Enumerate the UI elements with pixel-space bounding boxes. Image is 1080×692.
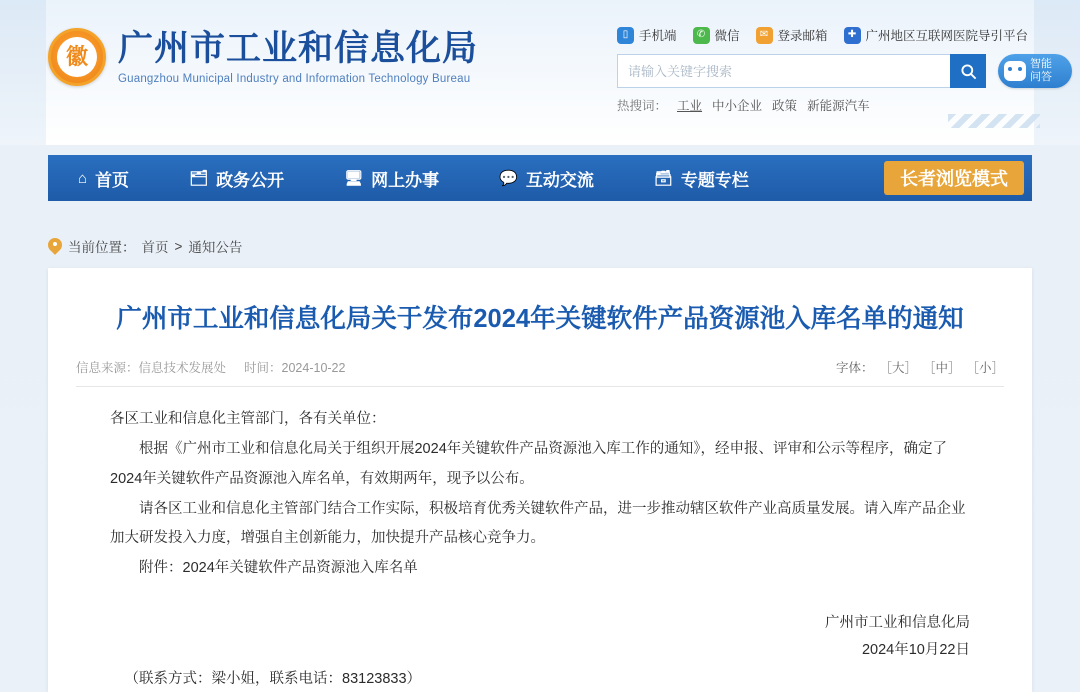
top-link-mobile[interactable] <box>617 26 677 44</box>
search-area <box>617 54 1072 88</box>
logo-text <box>118 29 478 84</box>
top-link-hospital-label: 广州地区互联网医院导引平台 <box>865 29 1029 43</box>
location-pin-icon <box>48 238 62 255</box>
nav-item-online-services-label: 网上办事 <box>371 170 440 190</box>
logo-title-en: Guangzhou Municipal Industry and Information Technology Bureau <box>118 72 471 85</box>
font-size-large[interactable]: ［大］ <box>879 361 917 376</box>
main-nav <box>48 155 1032 201</box>
article-contact: （联系方式：梁小姐，联系电话：83123833） <box>124 670 422 687</box>
elder-mode-button[interactable]: 长者浏览模式 <box>884 161 1024 195</box>
breadcrumb-item-home[interactable]: 首页 <box>141 240 169 255</box>
search-icon <box>959 62 978 81</box>
article-paragraph-3: 请各区工业和信息化主管部门结合工作实际，积极培育优秀关键软件产品，进一步推动辖区软件产业高质量发展。请入库产品企业加大研发投入力度，增强自主创新能力，加快提升产品核心竞争力。 <box>110 500 966 547</box>
breadcrumb-prefix: 当前位置： <box>68 240 136 255</box>
article-meta-left <box>76 358 345 376</box>
article-meta <box>76 358 1004 387</box>
robot-icon <box>1004 61 1026 81</box>
font-size-label: 字体： <box>835 361 874 376</box>
search-box[interactable] <box>617 54 951 88</box>
site-header <box>0 0 1080 145</box>
site-logo[interactable] <box>48 28 478 86</box>
chat-icon: 💬 <box>499 169 518 187</box>
nav-item-interaction-label: 互动交流 <box>525 170 594 190</box>
breadcrumb-separator: > <box>174 238 183 254</box>
top-link-mail[interactable] <box>756 26 828 44</box>
signature-date: 2024年10月22日 <box>861 642 970 659</box>
article-card <box>48 268 1032 692</box>
article-time: 时间：2024-10-22 <box>244 361 346 376</box>
search-button[interactable] <box>950 54 986 88</box>
font-size-small[interactable]: ［小］ <box>966 361 1004 376</box>
article-body <box>110 405 970 692</box>
column-icon: 🗃 <box>653 169 673 187</box>
top-link-hospital[interactable] <box>844 26 1029 44</box>
top-link-wechat-label: 微信 <box>714 29 740 43</box>
hot-word-3[interactable]: 政策 <box>772 99 798 113</box>
top-link-mail-label: 登录邮箱 <box>777 29 828 43</box>
mobile-icon: ▯ <box>617 27 634 44</box>
smart-ask-line2: 问答 <box>1030 71 1052 83</box>
header-left-decoration <box>0 0 46 145</box>
top-link-mobile-label: 手机端 <box>639 29 677 43</box>
top-quick-links <box>617 26 1028 44</box>
hot-words <box>617 96 870 114</box>
article-paragraph-1: 各区工业和信息化主管部门，各有关单位： <box>110 411 386 428</box>
wechat-icon: ✆ <box>693 27 710 44</box>
article-signature <box>110 610 970 665</box>
nav-item-home-label: 首页 <box>95 170 130 190</box>
nav-item-government-affairs-label: 政务公开 <box>216 170 285 190</box>
font-size-controls <box>836 358 1004 376</box>
article-source: 信息来源：信息技术发展处 <box>76 361 227 376</box>
hot-word-2[interactable]: 中小企业 <box>712 99 763 113</box>
nav-item-home[interactable] <box>48 155 159 201</box>
hot-word-1[interactable]: 工业 <box>677 99 703 113</box>
nav-item-government-affairs[interactable] <box>159 155 314 201</box>
logo-emblem-icon <box>48 28 106 86</box>
article-attachment[interactable]: 附件：2024年关键软件产品资源池入库名单 <box>139 560 418 577</box>
hot-words-label: 热搜词： <box>617 99 668 113</box>
article-paragraph-2: 根据《广州市工业和信息化局关于组织开展2024年关键软件产品资源池入库工作的通知》，经申报、评审和公示等程序，确定了2024年关键软件产品资源池入库名单，有效期两年，现予以公布。 <box>110 441 948 487</box>
mail-icon: ✉ <box>756 27 773 44</box>
nav-item-special-columns-label: 专题专栏 <box>680 170 749 190</box>
smart-ask-line1: 智能 <box>1030 58 1052 71</box>
home-icon: ⌂ <box>78 169 88 187</box>
monitor-icon: 🖥 <box>344 169 364 187</box>
logo-title-cn: 广州市工业和信息化局 <box>118 29 479 69</box>
nav-item-online-services[interactable] <box>314 155 469 201</box>
hospital-icon: ✚ <box>844 27 861 44</box>
font-size-medium[interactable]: ［中］ <box>922 361 961 376</box>
breadcrumb <box>48 236 242 256</box>
hot-word-4[interactable]: 新能源汽车 <box>807 99 870 113</box>
top-link-wechat[interactable] <box>693 26 740 44</box>
logo-emblem-glyph: 徽 <box>57 37 97 77</box>
nav-item-interaction[interactable] <box>469 155 624 201</box>
signature-org: 广州市工业和信息化局 <box>825 614 970 631</box>
smart-ask-button[interactable] <box>998 54 1072 88</box>
smart-ask-label <box>1030 58 1052 83</box>
folder-icon: 🗂 <box>189 169 209 187</box>
page-title: 广州市工业和信息化局关于发布2024年关键软件产品资源池入库名单的通知 <box>116 305 964 333</box>
search-input[interactable] <box>618 55 910 87</box>
header-zigzag-decoration <box>948 114 1040 128</box>
nav-item-special-columns[interactable] <box>624 155 779 201</box>
breadcrumb-item-notice[interactable]: 通知公告 <box>188 240 243 255</box>
